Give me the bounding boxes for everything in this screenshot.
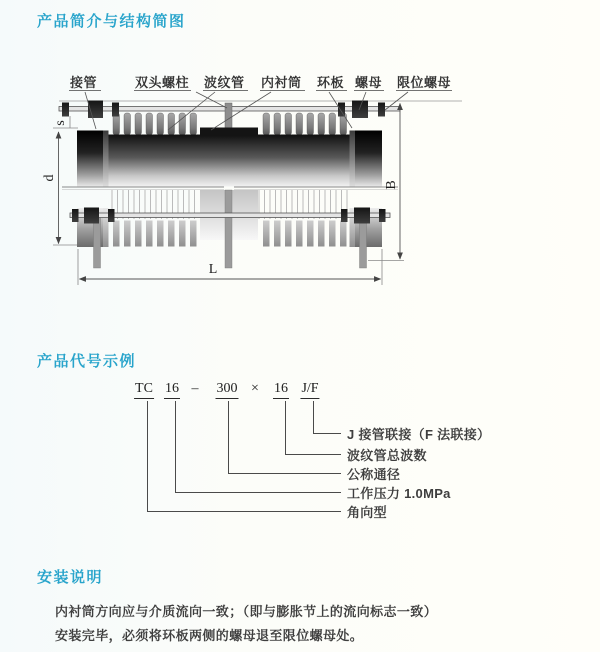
part-label-jieguan: 接管 — [70, 75, 98, 90]
callout-line — [175, 492, 341, 493]
callout-line — [313, 401, 314, 433]
callout-label-diameter: 公称通径 — [347, 467, 401, 482]
callout-line — [147, 511, 341, 512]
callout-label-pressure: 工作压力 1.0MPa — [347, 486, 451, 501]
pipe-end-right — [355, 131, 382, 187]
part-label-luomu: 螺母 — [355, 75, 383, 90]
callout-line — [147, 401, 148, 511]
part-label-bowenguan: 波纹管 — [204, 75, 245, 90]
part-label-xianweiluomu: 限位螺母 — [397, 75, 452, 90]
code-part-type: TC — [134, 381, 154, 399]
callout-label-type: 角向型 — [347, 505, 387, 520]
ring-plate-left — [103, 131, 109, 187]
pipe-end-left — [77, 131, 103, 187]
section-title-intro: 产品简介与结构简图 — [37, 13, 186, 30]
part-label-shuangtouluozhu: 双头螺柱 — [135, 75, 190, 90]
code-part-dash: – — [191, 381, 199, 396]
install-note-line1: 内衬筒方向应与介质流向一致；（即与膨胀节上的流向标志一致） — [55, 604, 438, 619]
section-title-code: 产品代号示例 — [37, 353, 137, 370]
part-label-huanban: 环板 — [317, 75, 345, 90]
install-note-line2: 安装完毕，必须将环板两侧的螺母退至限位螺母处。 — [55, 628, 364, 643]
callout-label-connection: J 接管联接（F 法联接） — [347, 427, 491, 442]
callout-line — [285, 454, 341, 455]
part-label-neichentong: 内衬筒 — [261, 75, 302, 90]
dim-label-s: s — [53, 120, 68, 126]
callout-line — [228, 473, 341, 474]
code-part-connection: J/F — [300, 381, 319, 399]
code-part-waves: 16 — [273, 381, 289, 399]
callout-line — [285, 401, 286, 454]
centerline — [62, 187, 398, 190]
dim-label-d: d — [42, 174, 57, 182]
callout-line — [313, 433, 341, 434]
code-part-diameter: 300 — [216, 381, 239, 399]
callout-line — [228, 401, 229, 473]
dim-label-l: L — [208, 262, 218, 277]
ring-plate-right — [350, 131, 356, 187]
shell-body — [103, 135, 355, 187]
callout-label-waves: 波纹管总波数 — [347, 448, 427, 463]
inner-liner-band — [200, 128, 258, 136]
callout-line — [175, 401, 176, 492]
dim-label-b: B — [384, 180, 399, 190]
code-part-pressure: 16 — [164, 381, 180, 399]
code-part-times: × — [251, 381, 259, 396]
section-title-install: 安装说明 — [37, 569, 104, 586]
